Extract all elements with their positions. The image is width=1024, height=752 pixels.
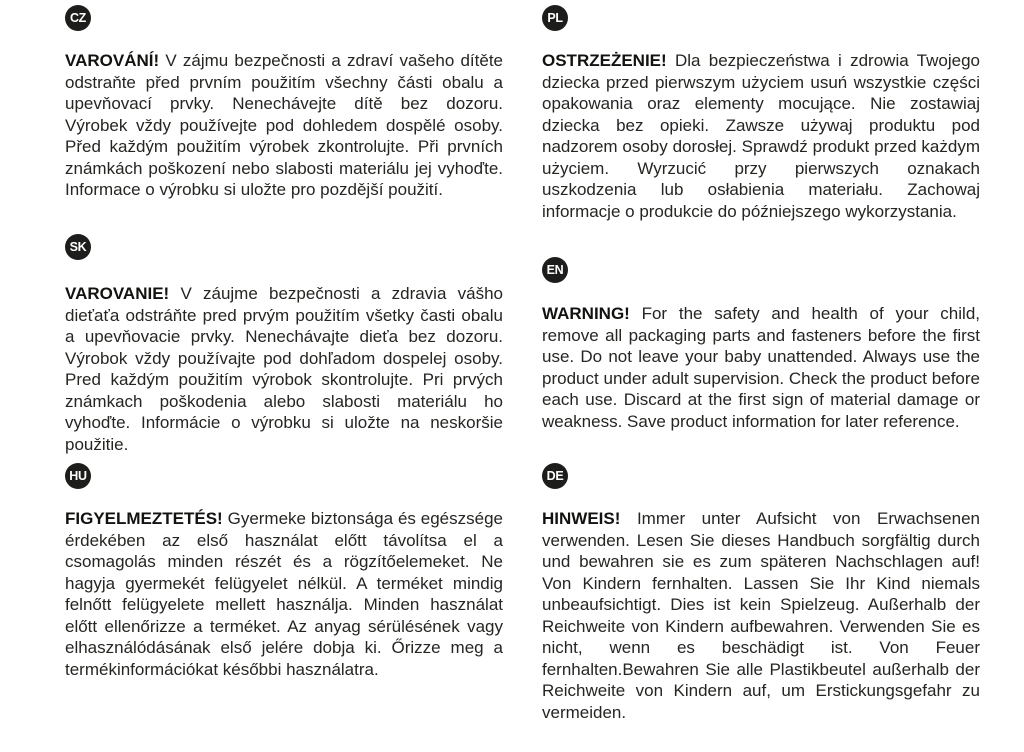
- warning-body-en: For the safety and health of your child, remove all packaging parts and fasteners before the first use. Do not leave your baby unattended. Always use the product under adult supervision. Check the product before each use. Discard at the first sign of material damage or weakness. Save product information for later reference.: [542, 304, 980, 431]
- warning-lead-pl: OSTRZEŻENIE!: [542, 51, 667, 70]
- section-sk: [65, 234, 503, 455]
- language-badge-sk: SK: [65, 234, 91, 260]
- warning-paragraph-sk: [65, 283, 503, 455]
- warning-paragraph-pl: [542, 50, 980, 222]
- warning-lead-cz: VAROVÁNÍ!: [65, 51, 160, 70]
- section-de: [542, 463, 980, 723]
- warning-body-pl: Dla bezpieczeństwa i zdrowia Twojego dziecka przed pierwszym użyciem usuń wszystkie części opakowania oraz elementy mocujące. Nie zostawiaj dziecka bez opieki. Zawsze używaj produktu pod nadzorem osoby dorosłej. Sprawdź produkt przed każdym użyciem. Wyrzucić przy pierwszych oznakach uszkodzenia lub osłabienia materiału. Zachowaj informacje o produkcie do późniejszego wykorzystania.: [542, 51, 980, 221]
- language-badge-pl: PL: [542, 5, 568, 31]
- warning-paragraph-hu: [65, 508, 503, 680]
- warning-paragraph-en: [542, 303, 980, 432]
- warning-body-hu: Gyermeke biztonsága és egészsége érdekében az első használat előtt távolítsa el a csomagolás minden részét és a rögzítőelemeket. Ne hagyja gyermekét felügyelet nélkül. A terméket mindig felnőtt felügyelete mellett használja. Minden használat előtt ellenőrizze a terméket. Az anyag sérülésének vagy elhasználódásának első jelére dobja ki. Őrizze meg a termékinformációkat későbbi használatra.: [65, 509, 503, 679]
- warning-body-de: Immer unter Aufsicht von Erwachsenen verwenden. Lesen Sie dieses Handbuch sorgfältig durch und bewahren sie es zum späteren Nachschlagen auf! Von Kindern fernhalten. Lassen Sie Ihr Kind niemals unbeaufsichtigt. Dies ist kein Spielzeug. Außerhalb der Reichweite von Kindern aufbewahren. Verwenden Sie es nicht, wenn es beschädigt ist. Von Feuer fernhalten.Bewahren Sie alle Plastikbeutel außerhalb der Reichweite von Kindern auf, um Erstickungsgefahr zu vermeiden.: [542, 509, 981, 722]
- warning-body-cz: V zájmu bezpečnosti a zdraví vašeho dítěte odstraňte před prvním použitím všechny části obalu a upevňovací prvky. Nenechávejte dítě bez dozoru. Výrobek vždy používejte pod dohledem dospělé osoby. Před každým použitím výrobek zkontrolujte. Při prvních známkách poškození nebo slabosti materiálu jej vyhoďte. Informace o výrobku si uložte pro pozdější použití.: [65, 51, 503, 199]
- warning-body-sk: V záujme bezpečnosti a zdravia vášho dieťaťa odstráňte pred prvým použitím všetky časti obalu a upevňovacie prvky. Nenechávajte dieťa bez dozoru. Výrobok vždy používajte pod dohľadom dospelej osoby. Pred každým použitím výrobok skontrolujte. Pri prvých známkach poškodenia alebo slabosti materiálu ho vyhoďte. Informácie o výrobku si uložte na neskoršie použitie.: [65, 284, 503, 454]
- language-badge-hu: HU: [65, 463, 91, 489]
- language-badge-de: DE: [542, 463, 568, 489]
- section-pl: [542, 5, 980, 222]
- section-en: [542, 257, 980, 432]
- warning-lead-en: WARNING!: [542, 304, 630, 323]
- warning-paragraph-de: [542, 508, 980, 723]
- warning-lead-hu: FIGYELMEZTETÉS!: [65, 509, 223, 528]
- language-badge-en: EN: [542, 257, 568, 283]
- section-cz: [65, 5, 503, 201]
- warning-lead-de: HINWEIS!: [542, 509, 621, 528]
- warning-lead-sk: VAROVANIE!: [65, 284, 170, 303]
- section-hu: [65, 463, 503, 680]
- language-badge-cz: CZ: [65, 5, 91, 31]
- warning-paragraph-cz: [65, 50, 503, 201]
